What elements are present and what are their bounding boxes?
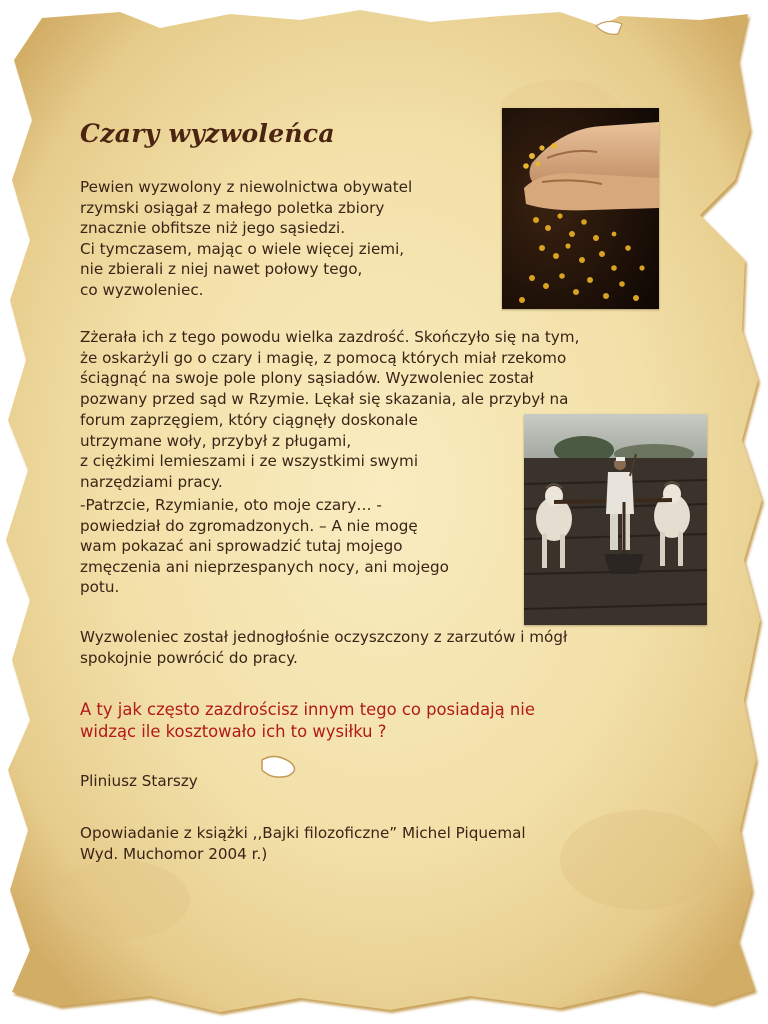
page-title: Czary wyzwoleńca xyxy=(80,119,335,148)
arrival-paragraph: forum zaprzęgiem, który ciągnęły doskonale utrzymane woły, przybył z pługami, z ciężkimi lemieszami i ze wszystkimi swymi narzędziami pracy. xyxy=(80,411,419,491)
source-citation: Opowiadanie z książki ,,Bajki filozoficzne” Michel Piquemal Wyd. Muchomor 2004 r.) xyxy=(80,824,526,863)
acquittal-paragraph: Wyzwoleniec został jednogłośnie oczyszczony z zarzutów i mógł spokojnie powrócić do pracy. xyxy=(80,628,568,667)
farmer-ploughing-with-oxen-photo xyxy=(524,414,707,625)
intro-paragraph: Pewien wyzwolony z niewolnictwa obywatel rzymski osiągał z małego poletka zbiory znacznie obfitsze niż jego sąsiedzi. Ci tymczasem, mając o wiele więcej ziemi, nie zbierali z niej nawet połowy tego, co wyzwoleniec. xyxy=(80,178,413,299)
quote-paragraph: -Patrzcie, Rzymianie, oto moje czary… - powiedział do zgromadzonych. – A nie mogę wam pokazać ani sprowadzić tutaj mojego zmęczenia ani nieprzespanych nocy, ani mojego potu. xyxy=(80,496,449,597)
hands-pouring-grain-photo xyxy=(502,108,659,309)
reflection-question: A ty jak często zazdrościsz innym tego co posiadają nie widząc ile kosztowało ich to wysiłku ? xyxy=(80,700,535,741)
accusation-paragraph: Zżerała ich z tego powodu wielka zazdrość. Skończyło się na tym, że oskarżyli go o czary i magię, z pomocą których miał rzekomo ściągnąć na swoje pole plony sąsiadów. Wyzwoleniec został pozwany przed sąd w Rzymie. Lękał się skazania, ale przybył na xyxy=(80,328,580,408)
author-name: Pliniusz Starszy xyxy=(80,772,198,790)
